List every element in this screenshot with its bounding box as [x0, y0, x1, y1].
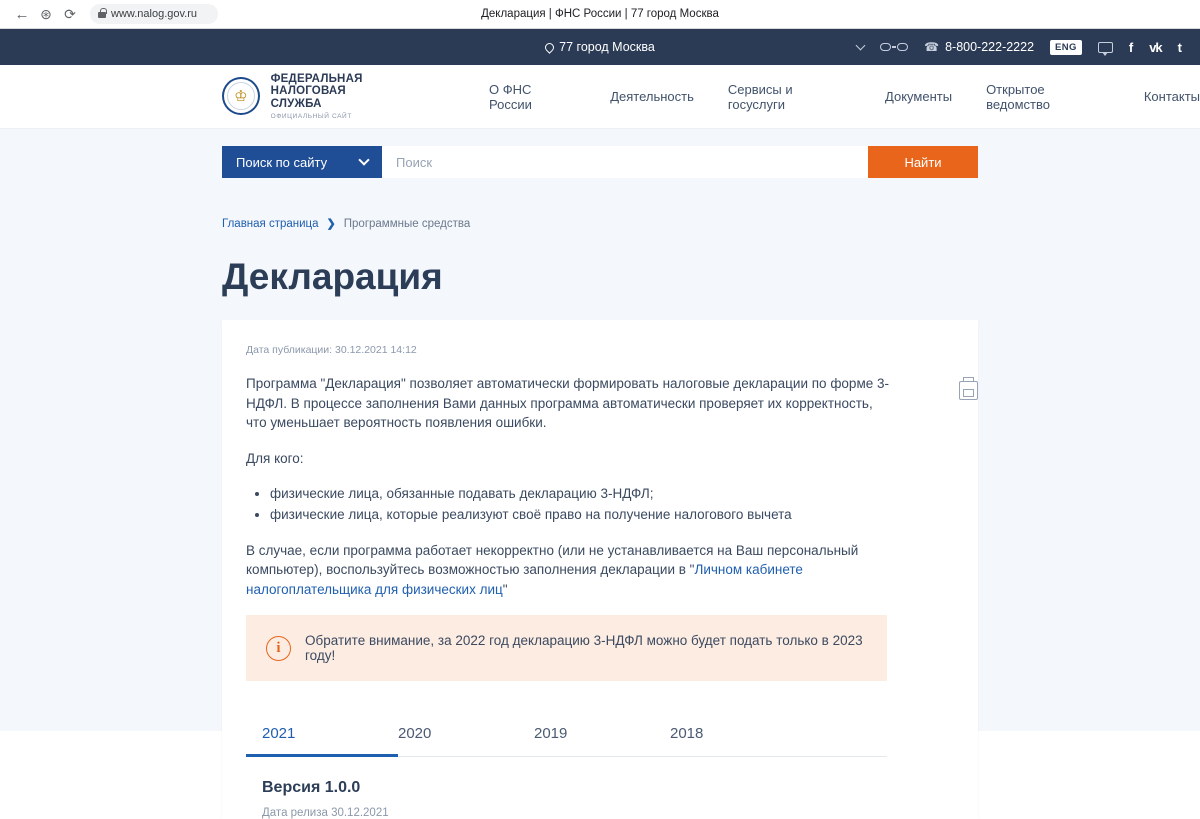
chat-icon[interactable]	[1098, 42, 1113, 53]
logo-line-1: ФЕДЕРАЛЬНАЯ	[270, 72, 363, 85]
hotline-phone[interactable]	[924, 40, 1034, 54]
version-title: Версия 1.0.0	[262, 779, 361, 797]
phone-number: 8-800-222-2222	[945, 40, 1035, 54]
breadcrumb	[222, 195, 978, 230]
site-logo[interactable]	[0, 73, 399, 121]
version-release-date: Дата релиза 30.12.2021	[262, 807, 389, 819]
site-header	[0, 65, 1200, 129]
list-item: • физические лица, которые реализуют своё право на получение налогового вычета	[270, 505, 954, 525]
language-switch[interactable]: ENG	[1050, 40, 1082, 55]
nav-item-contacts[interactable]: Контакты	[1143, 89, 1200, 104]
location-pin-icon	[543, 41, 556, 54]
tab-2018[interactable]: 2018	[670, 725, 704, 743]
list-item: • физические лица, обязанные подавать декларацию 3-НДФЛ;	[270, 484, 954, 504]
search-input[interactable]	[382, 146, 868, 178]
phone-icon: ☎	[924, 40, 940, 54]
paragraph-for-whom: Для кого:	[246, 450, 304, 466]
lock-icon	[98, 12, 106, 18]
paragraph-intro: Программа "Декларация" позволяет автоматически формировать налоговые декларации по форме 3-НДФЛ. В процессе заполнения Вами данных программа автоматически проверяет их корректность, что уменьшает вероятность появления ошибки.	[246, 376, 889, 431]
logo-line-3: ОФИЦИАЛЬНЫЙ САЙТ	[270, 113, 352, 121]
page-title: Декларация	[222, 256, 443, 297]
breadcrumb-current: Программные средства	[343, 217, 471, 230]
main-navigation	[489, 82, 1200, 112]
site-topbar	[0, 29, 1200, 65]
publication-date: Дата публикации: 30.12.2021 14:12	[246, 344, 417, 356]
nav-item-services[interactable]: Сервисы и госуслуги	[727, 81, 793, 112]
tab-2020[interactable]: 2020	[398, 725, 432, 743]
twitter-icon[interactable]: t	[1177, 39, 1182, 55]
chevron-down-icon	[358, 154, 369, 165]
fallback-text-post: "	[502, 581, 508, 597]
accessibility-glasses-icon[interactable]	[880, 43, 908, 51]
nav-item-documents[interactable]: Документы	[885, 89, 953, 104]
fallback-text-pre: В случае, если программа работает некорректно (или не устанавливается на Ваш персональный компьютер), воспользуйтесь возможностью заполнения декларации в "	[246, 542, 859, 578]
lk-link[interactable]: Личном кабинете налогоплательщика для физических лиц	[246, 562, 803, 597]
page-content	[0, 195, 1200, 819]
vk-icon[interactable]: vk	[1149, 39, 1162, 55]
year-tabs	[246, 711, 887, 757]
notice-banner	[246, 615, 887, 681]
region-label: 77 город Москва	[559, 40, 655, 54]
back-icon[interactable]: ←	[14, 5, 30, 23]
search-submit-button[interactable]: Найти	[868, 146, 978, 178]
logo-line-2: НАЛОГОВАЯ СЛУЖБА	[270, 85, 346, 111]
url-text: www.nalog.gov.ru	[111, 8, 198, 20]
page-tab-title: Декларация | ФНС России | 77 город Москва	[481, 8, 719, 20]
nav-item-activity[interactable]: Деятельность	[610, 89, 694, 104]
info-icon: i	[266, 636, 291, 661]
facebook-icon[interactable]: f	[1128, 39, 1134, 55]
version-block	[246, 757, 954, 819]
audience-list	[246, 484, 954, 525]
breadcrumb-separator-icon: ❯	[326, 218, 336, 230]
coat-of-arms-icon: ♔	[222, 77, 260, 115]
tab-2021[interactable]: 2021	[246, 711, 398, 757]
forward-icon[interactable]: ⊛	[40, 5, 52, 22]
nav-item-open-agency[interactable]: Открытое ведомство	[986, 81, 1050, 112]
chevron-down-icon[interactable]	[856, 41, 866, 51]
breadcrumb-home[interactable]: Главная страница	[222, 217, 319, 230]
print-icon[interactable]	[959, 381, 978, 400]
article-card	[222, 320, 978, 819]
nav-item-about[interactable]: О ФНС России	[488, 81, 532, 112]
search-scope-select[interactable]	[222, 146, 382, 178]
search-scope-label: Поиск по сайту	[236, 154, 328, 170]
address-bar[interactable]	[90, 4, 218, 24]
reload-icon[interactable]: ⟳	[64, 5, 76, 22]
notice-text: Обратите внимание, за 2022 год декларацию 3-НДФЛ можно будет подать только в 2023 году!	[305, 633, 863, 664]
tab-2019[interactable]: 2019	[534, 725, 568, 743]
paragraph-fallback	[246, 541, 891, 600]
search-bar	[0, 129, 1200, 195]
browser-toolbar	[0, 0, 1200, 29]
